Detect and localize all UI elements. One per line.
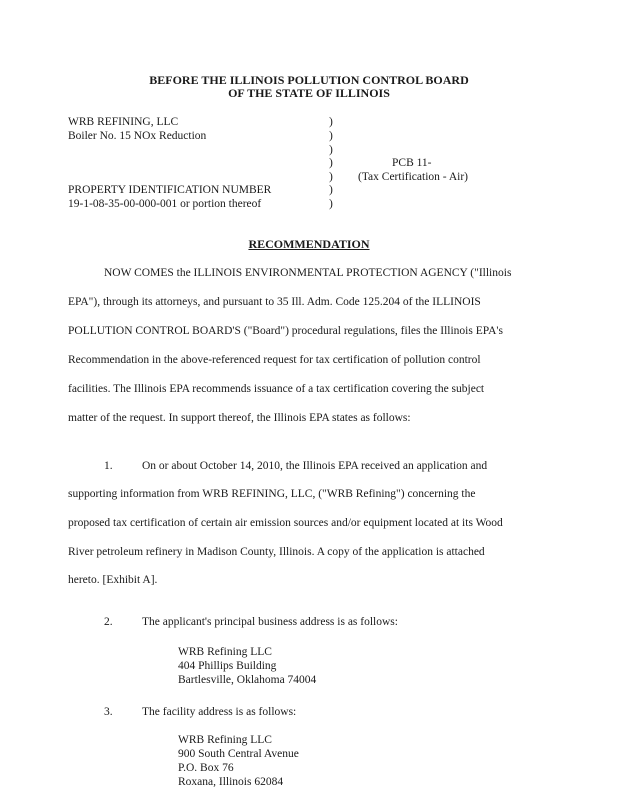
address-line: Bartlesville, Oklahoma 74004: [178, 674, 317, 686]
item1-line: hereto. [Exhibit A].: [68, 574, 158, 586]
recommendation-title: RECOMMENDATION: [248, 237, 370, 251]
item-number: 2.: [104, 616, 113, 628]
item1-line: On or about October 14, 2010, the Illinois EPA received an application and: [142, 460, 488, 472]
intro-line: matter of the request. In support thereof, the Illinois EPA states as follows:: [68, 412, 411, 424]
caption-property-number: 19-1-08-35-00-000-001 or portion thereof: [68, 198, 262, 210]
caption-paren: ): [329, 171, 333, 183]
caption-property-label: PROPERTY IDENTIFICATION NUMBER: [68, 184, 272, 196]
caption-party-name: WRB REFINING, LLC: [68, 116, 179, 128]
address-line: 900 South Central Avenue: [178, 748, 299, 760]
intro-line: EPA"), through its attorneys, and pursuant to 35 Ill. Adm. Code 125.204 of the ILLINOIS: [68, 296, 481, 308]
address-line: Roxana, Illinois 62084: [178, 776, 284, 788]
item-number: 3.: [104, 706, 113, 718]
address-line: P.O. Box 76: [178, 762, 234, 774]
intro-line: Recommendation in the above-referenced request for tax certification of pollution control: [68, 354, 481, 366]
address-line: WRB Refining LLC: [178, 646, 272, 658]
caption-paren: ): [329, 130, 333, 142]
intro-line: POLLUTION CONTROL BOARD'S ("Board") procedural regulations, files the Illinois EPA's: [68, 325, 503, 337]
address-line: 404 Phillips Building: [178, 660, 277, 672]
caption-paren: ): [329, 157, 333, 169]
item1-line: supporting information from WRB REFINING, LLC, ("WRB Refining") concerning the: [68, 488, 476, 500]
item3-text: The facility address is as follows:: [142, 706, 297, 718]
caption-certification-type: (Tax Certification - Air): [358, 171, 469, 183]
caption-pcb-number: PCB 11-: [392, 157, 432, 169]
intro-line: facilities. The Illinois EPA recommends issuance of a tax certification covering the subject: [68, 383, 485, 395]
item2-text: The applicant's principal business address is as follows:: [142, 616, 398, 628]
caption-paren: ): [329, 116, 333, 128]
caption-paren: ): [329, 198, 333, 210]
caption-paren: ): [329, 144, 333, 156]
intro-line: NOW COMES the ILLINOIS ENVIRONMENTAL PROTECTION AGENCY ("Illinois: [104, 267, 512, 279]
caption-paren: ): [329, 184, 333, 196]
item-number: 1.: [104, 460, 113, 472]
caption-project-name: Boiler No. 15 NOx Reduction: [68, 130, 207, 142]
board-heading-line1: BEFORE THE ILLINOIS POLLUTION CONTROL BOARD: [149, 73, 469, 87]
address-line: WRB Refining LLC: [178, 734, 272, 746]
item1-line: River petroleum refinery in Madison County, Illinois. A copy of the application is attached: [68, 546, 485, 558]
item1-line: proposed tax certification of certain air emission sources and/or equipment located at its Wood: [68, 517, 503, 529]
board-heading-line2: OF THE STATE OF ILLINOIS: [228, 86, 390, 100]
